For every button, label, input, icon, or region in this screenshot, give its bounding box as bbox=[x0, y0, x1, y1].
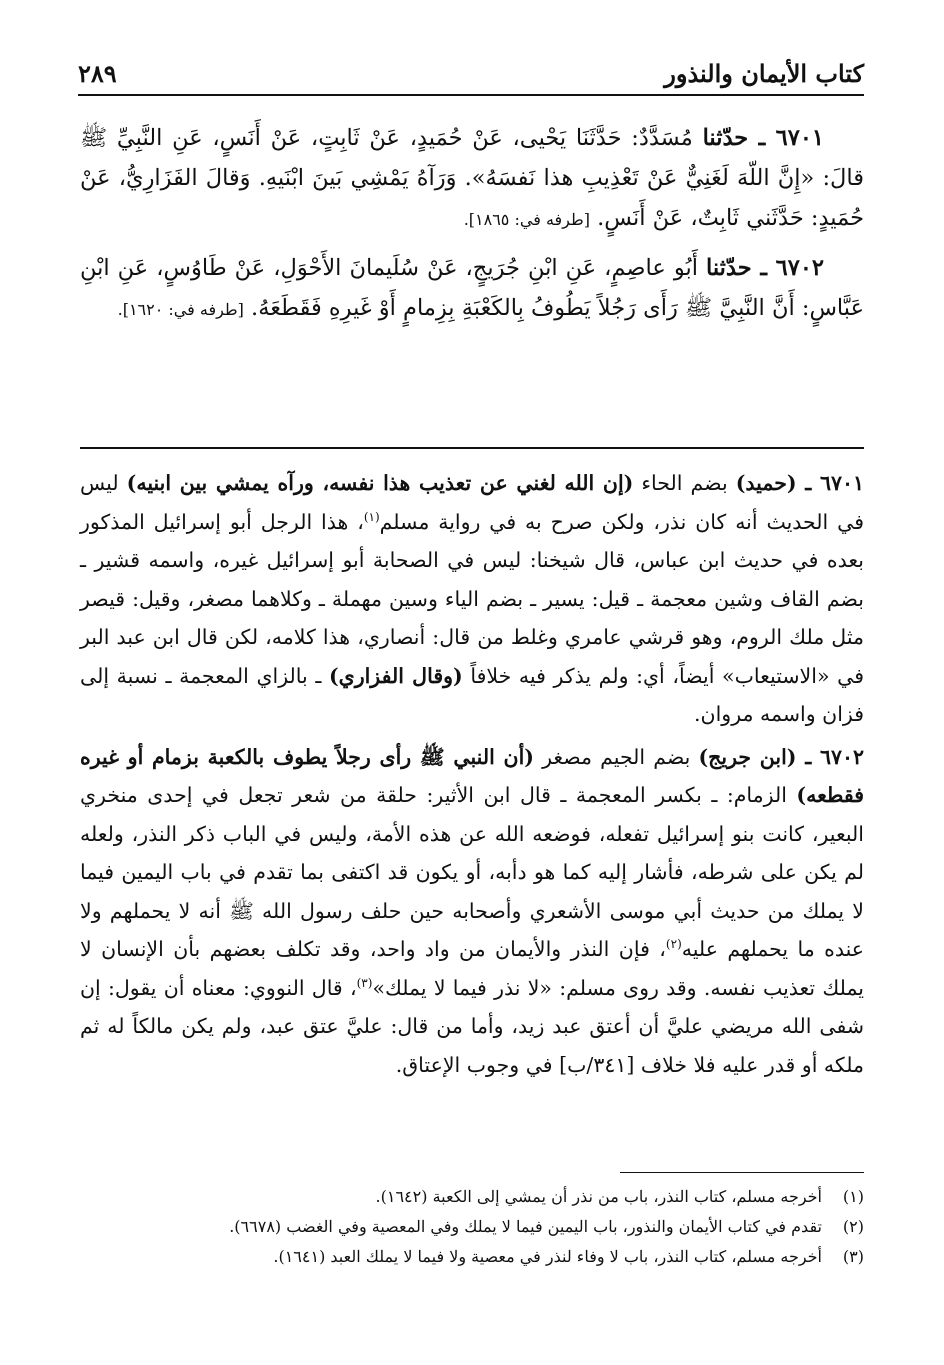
footnote bbox=[80, 1182, 864, 1212]
footnote bbox=[80, 1212, 864, 1242]
commentary-6702 bbox=[80, 738, 864, 1085]
section-divider bbox=[80, 447, 864, 449]
footnote-number: (٢) bbox=[842, 1217, 864, 1236]
hadith-6702 bbox=[80, 248, 864, 330]
narration-word: حدّثنا bbox=[702, 125, 749, 151]
commentary-text: الزمام: ـ بكسر المعجمة ـ قال ابن الأثير: حلقة من شعر تجعل في إحدى منخري البعير، كانت بنو إسرائيل تفعله، فوضعه الله عن هذه الأمة، وليس في الباب ذكر النذر، ولعله لم يكن على شرطه، فأشار إليه كما هو دأبه، أو يكون قد اكتفى بما تقدم في باب اليمين فيما لا يملك من حديث أبي موسى الأشعري وأصحابه حين حلف رسول الله ﷺ أنه لا يحملهم ولا عنده ما يحملهم عليه bbox=[80, 783, 865, 961]
hadith-number: ٦٧٠١ bbox=[775, 125, 824, 151]
footnotes bbox=[80, 1182, 864, 1272]
commentary-lemma: (حميد) bbox=[735, 471, 797, 495]
book-title: كتاب الأيمان والنذور bbox=[664, 59, 864, 88]
separator: ـ bbox=[751, 255, 776, 281]
narration-word: حدّثنا bbox=[706, 255, 752, 281]
commentary-lemma: (ابن جريج) bbox=[698, 744, 797, 769]
separator: ـ bbox=[748, 125, 776, 151]
hadith-body: مُسَدَّدٌ: حَدَّثَنَا يَحْيى، عَنْ حُمَيدٍ، عَنْ ثَابِتٍ، عَنْ أَنَسٍ، عَنِ النَّبِيِّ ﷺ قالَ: «إِنَّ اللّهَ لَغَنِيٌّ عَنْ تَعْذِيبِ هذا نَفسَهُ». وَرَآهُ يَمْشِي بَينَ ابْنَيهِ. وَقالَ الفَزَارِيُّ، عَنْ حُمَيدٍ: حَدَّثَني ثَابِتٌ، عَنْ أَنَسٍ. bbox=[80, 125, 864, 231]
separator: ـ bbox=[796, 471, 820, 495]
commentary-lemma: (وقال الفزاري) bbox=[328, 663, 463, 688]
commentary-text: بضم الجيم مصغر bbox=[533, 744, 699, 769]
footnote-ref[interactable]: (٣) bbox=[356, 975, 373, 990]
commentary-6701 bbox=[80, 464, 864, 734]
page-number: ٢٨٩ bbox=[78, 59, 117, 88]
commentary-text: ليس في الحديث أنه كان نذر، ولكن صرح به في رواية مسلم bbox=[80, 471, 864, 534]
cross-reference: [طرفه في: ١٨٦٥]. bbox=[463, 210, 590, 229]
footnote-text: تقدم في كتاب الأيمان والنذور، باب اليمين فيما لا يملك وفي المعصية وفي الغضب (٦٦٧٨). bbox=[229, 1217, 822, 1236]
footnote-number: (٣) bbox=[842, 1247, 864, 1266]
footnote-text: أخرجه مسلم، كتاب النذر، باب من نذر أن يمشي إلى الكعبة (١٦٤٢). bbox=[375, 1187, 822, 1206]
commentary-text: ، فإن النذر والأيمان من واد واحد، وقد تكلف بعضهم بأن الإنسان لا يملك تعذيب نفسه. وقد روى مسلم: «لا نذر فيما لا يملك» bbox=[80, 937, 864, 1000]
commentary-number: ٦٧٠٢ bbox=[819, 744, 864, 769]
footnote-divider bbox=[620, 1172, 864, 1173]
footnote-ref[interactable]: (٢) bbox=[665, 937, 682, 952]
commentary-text: ـ بالزاي المعجمة ـ نسبة إلى فزان واسمه مروان. bbox=[80, 663, 864, 726]
commentary-text: ، قال النووي: معناه أن يقول: إن شفى الله مريضي عليَّ أن أعتق عبد زيد، وأما من قال: عليَّ عتق عبد، ولم يكن مالكاً له ثم ملكه أو قدر عليه فلا خلاف [٣٤١/ب] في وجوب الإعتاق. bbox=[80, 975, 864, 1077]
footnote-ref[interactable]: (١) bbox=[363, 509, 380, 524]
hadith-number: ٦٧٠٢ bbox=[775, 255, 824, 281]
footnote-text: أخرجه مسلم، كتاب النذر، باب لا وفاء لنذر في معصية ولا فيما لا يملك العبد (١٦٤١). bbox=[273, 1247, 822, 1266]
commentary-section bbox=[80, 464, 864, 1088]
hadith-body: أَبُو عاصِمٍ، عَنِ ابْنِ جُرَيجٍ، عَنْ سُلَيمانَ الأَحْوَلِ، عَنْ طَاوُسٍ، عَنِ ابْنِ عَبَّاسٍ: أَنَّ النَّبِيَّ ﷺ رَأَى رَجُلاً يَطُوفُ بِالكَعْبَةِ بِزِمامٍ أَوْ غَيرِهِ فَقَطَعَهُ. bbox=[80, 255, 864, 321]
running-header bbox=[78, 56, 864, 96]
commentary-number: ٦٧٠١ bbox=[819, 471, 864, 495]
hadith-text-section bbox=[80, 118, 864, 338]
footnote bbox=[80, 1242, 864, 1272]
footnote-number: (١) bbox=[842, 1187, 864, 1206]
commentary-lemma: (أن النبي ﷺ رأى رجلاً يطوف بالكعبة بزمام أو غيره فقطعه) bbox=[80, 744, 864, 807]
commentary-text: ، هذا الرجل أبو إسرائيل المذكور بعده في حديث ابن عباس، قال شيخنا: ليس في الصحابة أبو إسرائيل غيره، واسمه قشير ـ بضم القاف وشين معجمة ـ قيل: يسير ـ بضم الياء وسين مهملة ـ وكلاهما مصغر، وقيل: قيصر مثل ملك الروم، وهو قرشي عامري وغلط من قال: أنصاري، هذا كلامه، لكن قال ابن عبد البر في «الاستيعاب» أيضاً، أي: ولم يذكر فيه خلافاً bbox=[80, 509, 864, 688]
separator: ـ bbox=[796, 744, 820, 769]
hadith-6701 bbox=[80, 118, 864, 240]
commentary-lemma: (إن الله لغني عن تعذيب هذا نفسه، ورآه يمشي بين ابنيه) bbox=[126, 471, 634, 495]
cross-reference: [طرفه في: ١٦٢٠]. bbox=[117, 300, 244, 319]
commentary-text: بضم الحاء bbox=[633, 471, 736, 495]
